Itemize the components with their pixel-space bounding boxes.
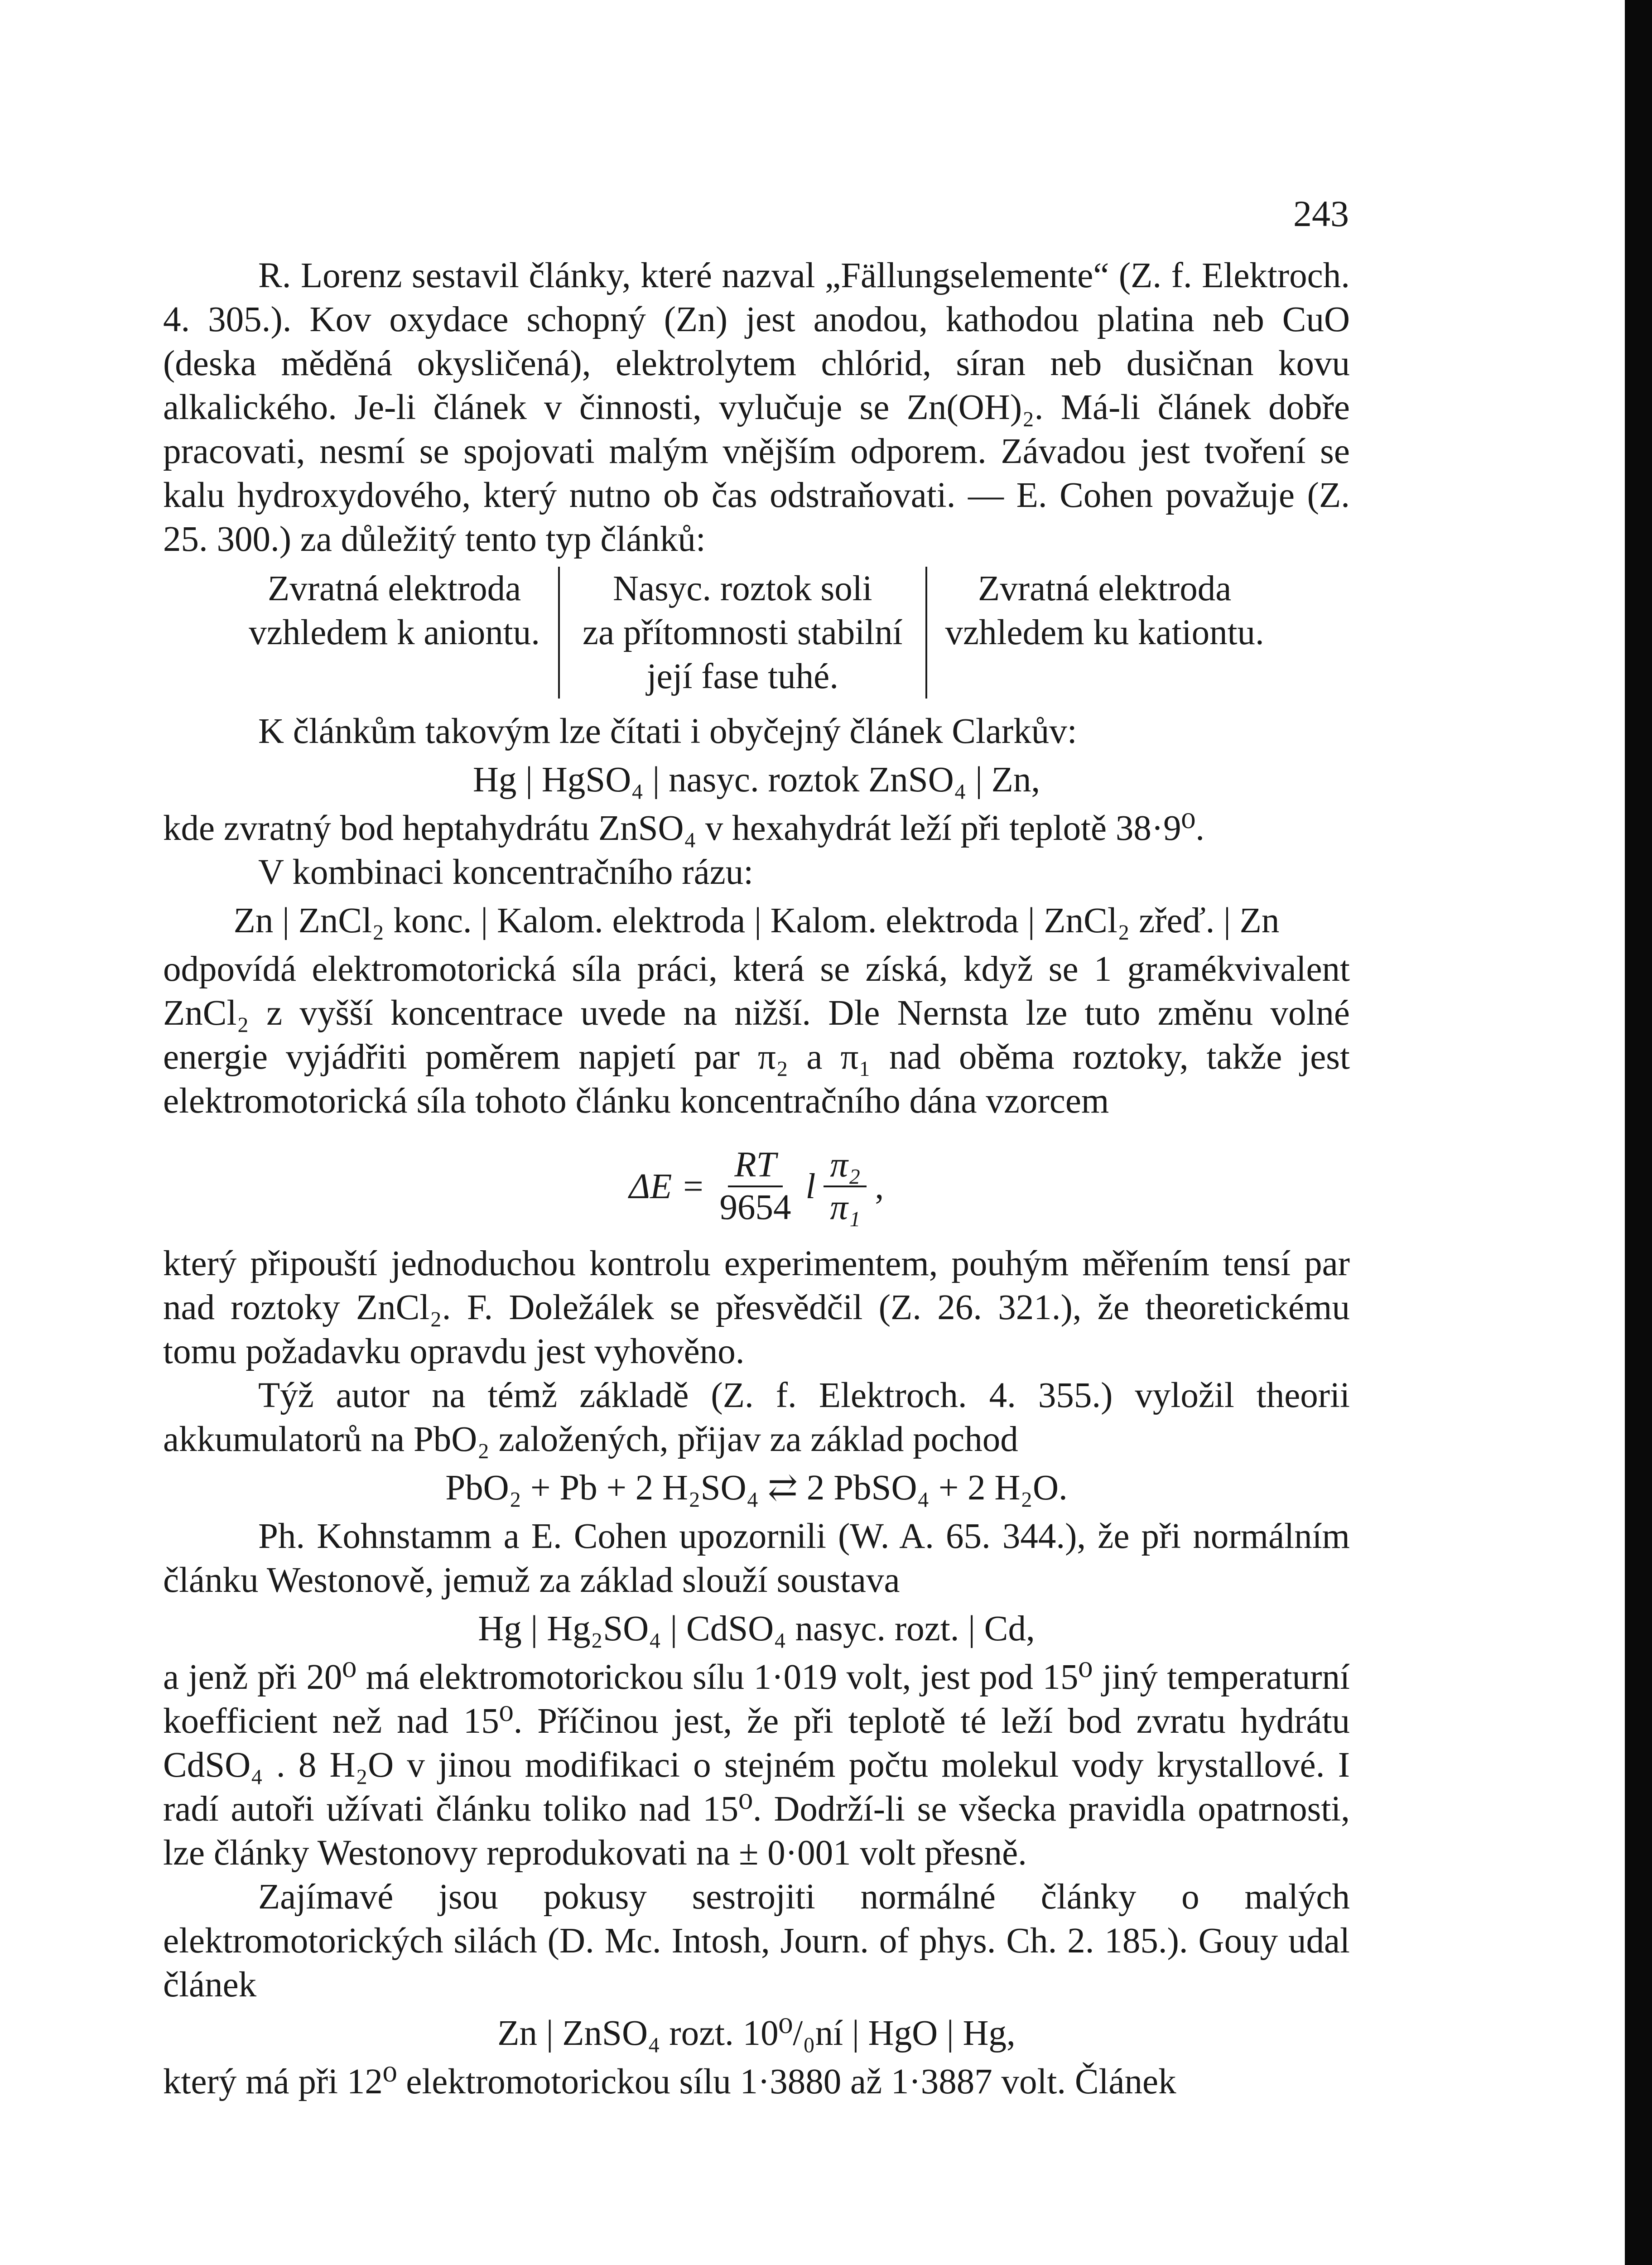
- fraction-pi-denominator: π₁: [830, 1188, 861, 1227]
- paragraph-nernst: odpovídá elektromotorická síla práci, která se získá, když se 1 gramékvivalent ZnCl₂ z vyšší koncentrace uvede na nižší. Dle Nernsta lze tuto změnu volné energie vyjádřiti poměrem napjetí par π₂ a π₁ nad oběma roztoky, takže jest elektromotorická síla tohoto článku koncentračního dána vzorcem: [163, 949, 1350, 1121]
- fraction-rt: [713, 1145, 797, 1228]
- equation-lead-accumulator: PbO₂ + Pb + 2 H₂SO₄ ⇄ 2 PbSO₄ + 2 H₂O.: [445, 1468, 1068, 1508]
- formula-delta-e: [163, 1137, 1350, 1236]
- paragraph-transition-point: kde zvratný bod heptahydrátu ZnSO₄ v hexahydrát leží při teplotě 38·9⁰.: [163, 809, 1205, 848]
- paragraph-accumulators: Týž autor na témž základě (Z. f. Elektroch. 4. 355.) vyložil theorii akkumulatorů na PbO₂ založených, přijav za základ pochod: [163, 1376, 1350, 1459]
- paragraph-gouy-emf: který má při 12⁰ elektromotorickou sílu 1·3880 až 1·3887 volt. Článek: [163, 2062, 1176, 2101]
- formula-comma: ,: [875, 1166, 884, 1206]
- page-number: 243: [1293, 193, 1349, 234]
- scan-edge-right: [1625, 0, 1652, 2265]
- cell-scheme-left: [231, 567, 558, 699]
- fraction-pi-numerator: π₂: [824, 1145, 867, 1187]
- cell-scheme-left-line: vzhledem k aniontu.: [249, 613, 540, 652]
- equation-concentration-cell: Zn | ZnCl₂ konc. | Kalom. elektroda | Kalom. elektroda | ZnCl₂ zřeď. | Zn: [233, 901, 1280, 940]
- paragraph-weston: Ph. Kohnstamm a E. Cohen upozornili (W. A. 65. 344.), že při normálním článku Westonově, jemuž za základ slouží soustava: [163, 1517, 1350, 1600]
- paragraph-clark: K článkům takovým lze čítati i obyčejný článek Clarkův:: [258, 712, 1077, 751]
- cell-scheme-left-line: Zvratná elektroda: [267, 569, 521, 608]
- paragraph-weston-coefficient: a jenž při 20⁰ má elektromotorickou sílu 1·019 volt, jest pod 15⁰ jiný temperaturní koefficient než nad 15⁰. Příčinou jest, že při teplotě té leží bod zvratu hydrátu CdSO₄ . 8 H₂O v jinou modifikaci o stejném počtu molekul vody krystallové. I radí autoři užívati článku toliko nad 15⁰. Dodrží-li se všecka pravidla opatrnosti, lze články Westonovy reprodukovati na ± 0·001 volt přesně.: [163, 1658, 1350, 1873]
- cell-scheme-middle: [558, 567, 927, 699]
- cell-scheme-right-line: vzhledem ku kationtu.: [945, 613, 1264, 652]
- paragraph-dolezalek: který připouští jednoduchou kontrolu experimentem, pouhým měřením tensí par nad roztoky ZnCl₂. F. Doležálek se přesvědčil (Z. 26. 321.), že theoretickému tomu požadavku opravdu jest vyhověno.: [163, 1244, 1350, 1371]
- fraction-rt-denominator: 9654: [719, 1188, 791, 1227]
- paragraph-normal-cells: Zajímavé jsou pokusy sestrojiti normálné články o malých elektromotorických silách (D. Mc. Intosh, Journ. of phys. Ch. 2. 185.). Gouy udal článek: [163, 1877, 1350, 2005]
- formula-log: l: [805, 1166, 816, 1206]
- cell-scheme-middle-line: za přítomnosti stabilní: [583, 613, 903, 652]
- formula-lhs: ΔE =: [629, 1166, 705, 1206]
- cell-scheme-right-line: Zvratná elektroda: [978, 569, 1232, 608]
- cell-scheme-table: [163, 567, 1350, 699]
- fraction-rt-numerator: RT: [728, 1145, 782, 1187]
- main-text: [163, 254, 1350, 2104]
- fraction-pi: [824, 1145, 867, 1228]
- equation-weston-cell: Hg | Hg₂SO₄ | CdSO₄ nasyc. rozt. | Cd,: [478, 1609, 1035, 1648]
- equation-gouy-cell: Zn | ZnSO₄ rozt. 10⁰/₀ní | HgO | Hg,: [497, 2014, 1016, 2053]
- paragraph-concentration: V kombinaci koncentračního rázu:: [258, 853, 754, 892]
- cell-scheme-middle-line: její fase tuhé.: [646, 657, 838, 696]
- equation-clark-cell: Hg | HgSO₄ | nasyc. roztok ZnSO₄ | Zn,: [472, 760, 1040, 800]
- cell-scheme-middle-line: Nasyc. roztok soli: [612, 569, 872, 608]
- paragraph-lorenz: R. Lorenz sestavil články, které nazval „Fällungselemente“ (Z. f. Elektroch. 4. 305.). Kov oxydace schopný (Zn) jest anodou, kathodou platina neb CuO (deska měděná okysličená), elektrolytem chlórid, síran neb dusičnan kovu alkalického. Je-li článek v činnosti, vylučuje se Zn(OH)₂. Má-li článek dobře pracovati, nesmí se spojovati malým vnějším odporem. Závadou jest tvoření se kalu hydroxydového, který nutno ob čas odstraňovati. — E. Cohen považuje (Z. 25. 300.) za důležitý tento typ článků:: [163, 256, 1350, 559]
- cell-scheme-right: [927, 567, 1282, 699]
